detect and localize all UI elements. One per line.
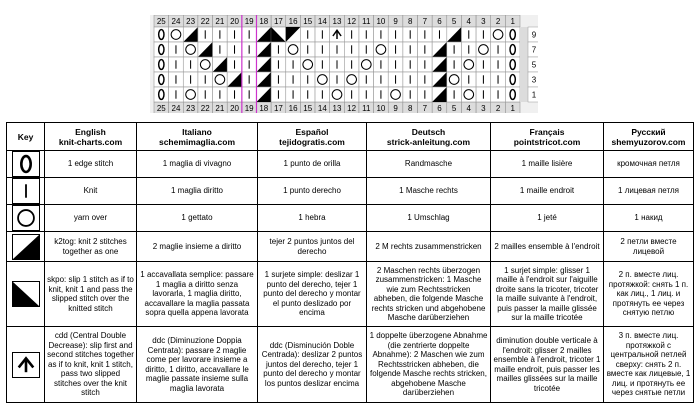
chart-cell-k (286, 57, 301, 72)
chart-cell-k (344, 27, 359, 42)
legend-text-en: Knit (45, 178, 137, 205)
legend-symbol-cell (7, 178, 45, 205)
header-language: Italiano (182, 126, 212, 137)
legend-text-en: yarn over (45, 205, 137, 232)
chart-cell-k (476, 72, 491, 87)
legend-text-ru: 1 лицевая петля (604, 178, 694, 205)
yarn-over-symbol (12, 205, 40, 231)
chart-cell-k (388, 57, 403, 72)
legend-text-es: 1 surjete simple: deslizar 1 punto del derecho, tejer 1 punto del derecho y montar el punto deslizado por encima (258, 262, 367, 327)
column-number-bottom: 25 (156, 104, 166, 113)
chart-cell-y (213, 72, 228, 87)
chart-cell-k (198, 27, 213, 42)
column-number-bottom: 15 (303, 104, 313, 113)
chart-cell-k (213, 27, 228, 42)
column-number-bottom: 14 (317, 104, 327, 113)
chart-cell-k (403, 42, 418, 57)
chart-cell-k (315, 42, 330, 57)
column-number-bottom: 19 (244, 104, 254, 113)
chart-cell-e (505, 87, 520, 102)
column-number-top: 12 (347, 17, 357, 26)
chart-cell-e (505, 42, 520, 57)
chart-cell-y (286, 42, 301, 57)
header-lang-4 (367, 123, 491, 151)
chart-cell-k (169, 42, 184, 57)
chart-cell-k (183, 72, 198, 87)
legend-text-ru: 2 петли вместе лицевой (604, 232, 694, 262)
chart-cell-k2 (432, 57, 447, 72)
header-language: Español (295, 126, 329, 137)
legend-table (6, 122, 694, 403)
legend-text-en: 1 edge stitch (45, 151, 137, 178)
knitting-chart (150, 15, 538, 113)
chart-cell-k (271, 42, 286, 57)
column-number-bottom: 3 (481, 104, 486, 113)
chart-cell-k (242, 57, 257, 72)
chart-cell-y (359, 57, 374, 72)
chart-cell-k (213, 42, 228, 57)
row-number: 9 (531, 30, 537, 40)
header-language: Русский (631, 126, 666, 137)
chart-cell-k (491, 57, 506, 72)
column-number-top: 10 (376, 17, 386, 26)
column-number-top: 16 (288, 17, 298, 26)
column-number-bottom: 11 (362, 104, 371, 113)
chart-cell-k (227, 42, 242, 57)
header-website: schemimaglia.com (158, 136, 236, 147)
header-lang-6 (604, 123, 694, 151)
legend-text-de: Randmasche (367, 151, 491, 178)
column-number-top: 5 (451, 17, 457, 26)
chart-cell-k (315, 87, 330, 102)
legend-text-fr: 1 surjet simple: glisser 1 maille à l'endroit sur l'aiguille droite sans la tricoter, tricoter la maille suivante à l'endroit, puis passer la maille glissée sur la maille tricotée (491, 262, 604, 327)
column-number-bottom: 5 (451, 104, 457, 113)
row-number: 3 (531, 75, 537, 85)
chart-cell-k (300, 72, 315, 87)
chart-cell-k2 (256, 42, 271, 57)
legend-row (7, 232, 694, 262)
legend-symbol-cell (7, 262, 45, 327)
column-number-bottom: 20 (230, 104, 239, 113)
chart-cell-k2 (227, 72, 242, 87)
legend-text-en: cdd (Central Double Decrease): slip first and second stitches together as if to knit, knit 1 stitch, pass two slipped stitches over the knit stitch (45, 327, 137, 403)
column-number-top: 4 (466, 17, 471, 26)
chart-cell-k (403, 27, 418, 42)
legend-row (7, 327, 694, 403)
chart-cell-k (418, 27, 433, 42)
header-lang-3 (258, 123, 367, 151)
chart-cell-k2 (213, 57, 228, 72)
column-number-top: 18 (259, 17, 269, 26)
legend-symbol-cell (7, 205, 45, 232)
cdd-symbol (12, 352, 40, 378)
chart-cell-k (447, 57, 462, 72)
legend-text-es: 1 punto de orilla (258, 151, 367, 178)
header-language: Deutsch (411, 126, 446, 137)
legend-text-it: ddc (Diminuzione Doppia Centrata): passare 2 maglie come per lavorare insieme a diritto, 1 diritto, accavallare le maglie passate insieme sulla maglia lavorata (137, 327, 258, 403)
column-number-bottom: 12 (347, 104, 357, 113)
column-number-bottom: 2 (495, 104, 501, 113)
chart-cell-y (447, 72, 462, 87)
column-number-top: 25 (156, 17, 166, 26)
legend-text-it: 2 maglie insieme a diritto (137, 232, 258, 262)
chart-cell-k (491, 72, 506, 87)
column-number-bottom: 21 (215, 104, 225, 113)
chart-cell-k (374, 57, 389, 72)
column-number-top: 8 (407, 17, 413, 26)
chart-cell-c (286, 27, 301, 42)
column-number-top: 13 (332, 17, 342, 26)
header-language: Français (529, 126, 565, 137)
chart-cell-k (461, 72, 476, 87)
chart-cell-k (403, 72, 418, 87)
chart-cell-e (154, 72, 169, 87)
chart-cell-y (183, 87, 198, 102)
legend-text-fr: 1 maille lisière (491, 151, 604, 178)
chart-cell-e (505, 57, 520, 72)
chart-cell-e (154, 87, 169, 102)
legend-text-fr: 2 mailles ensemble à l'endroit (491, 232, 604, 262)
row-number: 5 (531, 60, 537, 70)
chart-cell-k (330, 42, 345, 57)
legend-row (7, 262, 694, 327)
chart-cell-k (227, 27, 242, 42)
chart-cell-k (242, 72, 257, 87)
legend-text-de: 2 Maschen rechts überzogen zusammenstricken: 1 Masche wie zum Rechtsstricken abheben, die folgende Masche rechts stricken und abgehobene Masche darüberziehen (367, 262, 491, 327)
header-lang-1 (45, 123, 137, 151)
legend-text-ru: 3 п. вместе лиц. протяжкой с центральной петлей сверху: снять 2 п. вместе как лицевые, 1 лиц. и протянуть ее через снятые петли (604, 327, 694, 403)
chart-cell-k (359, 72, 374, 87)
header-website: shemyuzorov.com (611, 136, 686, 147)
chart-cell-k2 (256, 27, 271, 42)
chart-cell-k (418, 42, 433, 57)
chart-cell-k (344, 87, 359, 102)
header-website: strick-anleitung.com (386, 136, 471, 147)
header-lang-2 (137, 123, 258, 151)
column-number-bottom: 7 (422, 104, 428, 113)
edge-stitch-symbol (12, 151, 40, 177)
column-number-bottom: 1 (510, 104, 515, 113)
header-language: Key (17, 131, 34, 142)
legend-text-es: 1 hebra (258, 205, 367, 232)
chart-cell-k (418, 87, 433, 102)
chart-cell-k2 (198, 42, 213, 57)
column-number-top: 3 (481, 17, 486, 26)
chart-cell-y (315, 72, 330, 87)
chart-cell-y (344, 72, 359, 87)
row-number: 7 (531, 45, 537, 55)
column-number-bottom: 9 (393, 104, 398, 113)
chart-cell-k (418, 57, 433, 72)
chart-cell-k (374, 27, 389, 42)
chart-cell-k2 (447, 27, 462, 42)
chart-cell-k (418, 72, 433, 87)
column-number-top: 14 (317, 17, 327, 26)
legend-text-fr: 1 maille endroit (491, 178, 604, 205)
chart-cell-y (374, 42, 389, 57)
chart-cell-k (315, 57, 330, 72)
chart-cell-k (169, 72, 184, 87)
legend-text-en: k2tog: knit 2 stitches together as one (45, 232, 137, 262)
chart-cell-k (447, 42, 462, 57)
legend-symbol-cell (7, 151, 45, 178)
legend-text-ru: 2 п. вместе лиц. протяжкой: снять 1 п. как лиц., 1 лиц. и протянуть ее через снятую петлю (604, 262, 694, 327)
header-lang-5 (491, 123, 604, 151)
chart-cell-k (344, 42, 359, 57)
column-number-top: 9 (393, 17, 398, 26)
chart-cell-k (227, 87, 242, 102)
chart-cell-e (505, 27, 520, 42)
chart-cell-y (300, 57, 315, 72)
chart-cell-k (242, 27, 257, 42)
chart-cell-k (300, 87, 315, 102)
chart-cell-e (154, 57, 169, 72)
chart-cell-k (491, 87, 506, 102)
chart-cell-y (183, 42, 198, 57)
legend-text-es: 1 punto derecho (258, 178, 367, 205)
chart-cell-k (359, 42, 374, 57)
chart-cell-k (330, 57, 345, 72)
legend-table-container (6, 122, 693, 403)
chart-cell-k2 (432, 72, 447, 87)
column-number-top: 2 (495, 17, 501, 26)
header-website: pointstricot.com (513, 136, 581, 147)
chart-cell-k (388, 42, 403, 57)
chart-cell-k (388, 27, 403, 42)
column-number-top: 19 (244, 17, 254, 26)
chart-cell-k (213, 87, 228, 102)
column-number-bottom: 18 (259, 104, 269, 113)
column-number-top: 6 (437, 17, 442, 26)
legend-text-de: 1 Umschlag (367, 205, 491, 232)
column-number-bottom: 4 (466, 104, 471, 113)
skpo-symbol (12, 281, 40, 307)
column-number-bottom: 13 (332, 104, 342, 113)
legend-text-it: 1 maglia diritto (137, 178, 258, 205)
column-number-top: 17 (273, 17, 283, 26)
column-number-top: 24 (171, 17, 181, 26)
row-number: 1 (531, 90, 537, 100)
legend-row (7, 151, 694, 178)
header-website: tejidogratis.com (279, 136, 345, 147)
column-number-top: 23 (186, 17, 196, 26)
chart-cell-a (271, 27, 286, 42)
chart-cell-k (344, 57, 359, 72)
legend-text-es: tejer 2 puntos juntos del derecho (258, 232, 367, 262)
legend-text-it: 1 accavallata semplice: passare 1 maglia a diritto senza lavorarla, 1 maglia diritto, accavallare la maglia passata sopra quella appena lavorata (137, 262, 258, 327)
column-number-top: 1 (510, 17, 515, 26)
chart-cell-k (476, 87, 491, 102)
chart-cell-k (183, 57, 198, 72)
chart-cell-y (330, 87, 345, 102)
legend-text-fr: diminution double verticale à l'endroit: glisser 2 mailles ensemble à l'endroit, tricoter 1 maille endroit, puis passer les mailles glissées sur la maille tricotée (491, 327, 604, 403)
chart-cell-y (461, 87, 476, 102)
chart-cell-k (198, 87, 213, 102)
column-number-bottom: 10 (376, 104, 386, 113)
chart-cell-k (447, 87, 462, 102)
legend-text-fr: 1 jeté (491, 205, 604, 232)
legend-text-ru: 1 накид (604, 205, 694, 232)
chart-cell-k (432, 27, 447, 42)
column-number-top: 11 (362, 17, 371, 26)
chart-cell-e (154, 27, 169, 42)
legend-header-row (7, 123, 694, 151)
chart-cell-k2 (183, 27, 198, 42)
legend-text-it: 1 maglia di vivagno (137, 151, 258, 178)
chart-cell-k (271, 87, 286, 102)
legend-text-de: 2 M rechts zusammenstricken (367, 232, 491, 262)
chart-cell-k (374, 72, 389, 87)
chart-cell-k (476, 57, 491, 72)
chart-cell-k (300, 42, 315, 57)
legend-text-de: 1 Masche rechts (367, 178, 491, 205)
chart-cell-y (461, 57, 476, 72)
column-number-bottom: 17 (273, 104, 283, 113)
chart-cell-k (169, 87, 184, 102)
chart-cell-y (169, 27, 184, 42)
chart-cell-cdd (330, 27, 345, 42)
chart-cell-k (300, 27, 315, 42)
header-website: knit-charts.com (58, 136, 123, 147)
chart-cell-k (242, 42, 257, 57)
header-language: English (75, 126, 106, 137)
column-number-bottom: 23 (186, 104, 196, 113)
chart-cell-e (154, 42, 169, 57)
chart-cell-k2 (256, 57, 271, 72)
chart-cell-k2 (432, 42, 447, 57)
chart-cell-k (476, 27, 491, 42)
chart-cell-k (169, 57, 184, 72)
chart-cell-y (388, 87, 403, 102)
column-number-bottom: 24 (171, 104, 181, 113)
legend-row (7, 178, 694, 205)
chart-cell-y (198, 57, 213, 72)
header-key (7, 123, 45, 151)
chart-cell-k (286, 72, 301, 87)
chart-cell-k (330, 72, 345, 87)
knit-symbol (12, 178, 40, 204)
column-number-bottom: 6 (437, 104, 442, 113)
chart-cell-k (388, 72, 403, 87)
chart-cell-k (359, 87, 374, 102)
chart-cell-k2 (256, 72, 271, 87)
chart-cell-k (227, 57, 242, 72)
chart-cell-k (461, 27, 476, 42)
k2tog-symbol (12, 234, 40, 260)
legend-text-ru: кромочная петля (604, 151, 694, 178)
chart-cell-y (491, 27, 506, 42)
legend-text-de: 1 doppelte überzogene Abnahme (die zentrierte doppelte Abnahme): 2 Maschen wie zum Rechtsstricken abheben, die folgende Masche rechts stricken, abgehobene Masche darüberziehen (367, 327, 491, 403)
column-number-top: 22 (200, 17, 210, 26)
chart-cell-k (242, 87, 257, 102)
chart-cell-k (374, 87, 389, 102)
legend-text-es: ddc (Disminución Doble Centrada): deslizar 2 puntos juntos del derecho, tejer 1 punto del derecho y montar los puntos deslizar encima (258, 327, 367, 403)
column-number-top: 7 (422, 17, 428, 26)
chart-cell-k (315, 27, 330, 42)
column-number-bottom: 16 (288, 104, 298, 113)
chart-cell-e (505, 72, 520, 87)
chart-cell-k2 (432, 87, 447, 102)
chart-cell-k (271, 57, 286, 72)
chart-cell-k (403, 87, 418, 102)
chart-cell-k (286, 87, 301, 102)
legend-text-en: skpo: slip 1 stitch as if to knit, knit 1 and pass the slipped stitch over the knitted stitch (45, 262, 137, 327)
chart-cell-k (359, 27, 374, 42)
chart-cell-k (271, 72, 286, 87)
column-number-top: 21 (215, 17, 225, 26)
chart-cell-k (461, 42, 476, 57)
chart-cell-k (403, 57, 418, 72)
chart-cell-k2 (256, 87, 271, 102)
knitting-chart-grid (150, 15, 538, 113)
chart-cell-k (491, 42, 506, 57)
legend-symbol-cell (7, 327, 45, 403)
column-number-top: 15 (303, 17, 313, 26)
legend-text-it: 1 gettato (137, 205, 258, 232)
chart-cell-y (476, 42, 491, 57)
legend-row (7, 205, 694, 232)
chart-cell-k (198, 72, 213, 87)
legend-symbol-cell (7, 232, 45, 262)
column-number-top: 20 (230, 17, 239, 26)
column-number-bottom: 8 (407, 104, 413, 113)
column-number-bottom: 22 (200, 104, 210, 113)
